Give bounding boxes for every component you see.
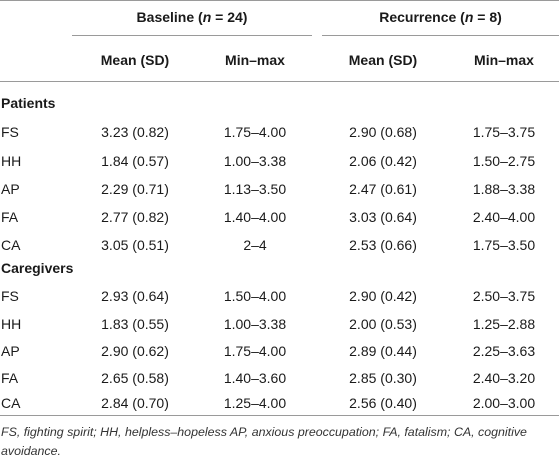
cell-baseline-minmax: 1.00–3.38: [223, 153, 287, 169]
cell-baseline-mean: 2.84 (0.70): [101, 395, 169, 411]
cell-recurrence-mean: 2.85 (0.30): [349, 370, 417, 386]
cell-baseline-minmax: 1.40–3.60: [223, 370, 287, 386]
cell-baseline-mean: 2.65 (0.58): [101, 370, 169, 386]
cell-baseline-mean: 1.83 (0.55): [101, 316, 169, 332]
cell-recurrence-mean: 2.90 (0.42): [349, 288, 417, 304]
subheader-recurrence-mean: Mean (SD): [348, 52, 418, 68]
group-rule-baseline: [72, 35, 312, 36]
group-header-recurrence: Recurrence (n = 8): [379, 9, 502, 25]
cell-recurrence-mean: 2.53 (0.66): [349, 237, 417, 253]
header-bottom-rule: [0, 81, 559, 82]
group-rule-recurrence: [322, 35, 559, 36]
cell-baseline-minmax: 1.25–4.00: [223, 395, 287, 411]
cell-recurrence-minmax: 1.25–2.88: [472, 316, 536, 332]
table-bottom-rule: [0, 415, 559, 416]
cell-baseline-mean: 3.23 (0.82): [101, 124, 169, 140]
cell-baseline-mean: 3.05 (0.51): [101, 237, 169, 253]
cell-baseline-minmax: 1.50–4.00: [223, 288, 287, 304]
section-title-caregivers: Caregivers: [1, 260, 74, 276]
row-label: AP: [1, 343, 20, 359]
group-header-baseline: Baseline (n = 24): [136, 9, 248, 25]
row-label: FS: [1, 288, 19, 304]
cell-baseline-minmax: 2–4: [243, 237, 267, 253]
cell-baseline-minmax: 1.13–3.50: [223, 181, 287, 197]
cell-recurrence-minmax: 2.00–3.00: [472, 395, 536, 411]
table-footnote: FS, fighting spirit; HH, helpless–hopeless AP, anxious preoccupation; FA, fatalism; CA, cognitive avoidance.: [1, 425, 527, 458]
cell-recurrence-mean: 2.90 (0.68): [349, 124, 417, 140]
cell-baseline-mean: 2.77 (0.82): [101, 209, 169, 225]
cell-recurrence-minmax: 2.50–3.75: [472, 288, 536, 304]
cell-recurrence-minmax: 1.75–3.50: [472, 237, 536, 253]
cell-recurrence-mean: 2.47 (0.61): [349, 181, 417, 197]
cell-baseline-minmax: 1.75–4.00: [223, 124, 287, 140]
cell-recurrence-minmax: 2.40–3.20: [472, 370, 536, 386]
subheader-baseline-minmax: Min–max: [225, 52, 285, 68]
cell-recurrence-minmax: 1.88–3.38: [472, 181, 536, 197]
cell-baseline-mean: 2.29 (0.71): [101, 181, 169, 197]
cell-recurrence-minmax: 1.75–3.75: [472, 124, 536, 140]
cell-recurrence-mean: 2.89 (0.44): [349, 343, 417, 359]
cell-baseline-mean: 2.90 (0.62): [101, 343, 169, 359]
row-label: FA: [1, 209, 19, 225]
top-rule: [0, 0, 559, 1]
cell-baseline-minmax: 1.40–4.00: [223, 209, 287, 225]
subheader-baseline-mean: Mean (SD): [100, 52, 170, 68]
row-label: CA: [1, 237, 21, 253]
cell-recurrence-minmax: 1.50–2.75: [472, 153, 536, 169]
row-label: FS: [1, 124, 19, 140]
cell-recurrence-mean: 2.56 (0.40): [349, 395, 417, 411]
subheader-recurrence-minmax: Min–max: [474, 52, 534, 68]
row-label: AP: [1, 181, 20, 197]
cell-baseline-minmax: 1.75–4.00: [223, 343, 287, 359]
row-label: HH: [1, 153, 22, 169]
row-label: FA: [1, 370, 19, 386]
cell-recurrence-minmax: 2.25–3.63: [472, 343, 536, 359]
row-label: HH: [1, 316, 22, 332]
cell-recurrence-mean: 2.00 (0.53): [349, 316, 417, 332]
cell-recurrence-mean: 3.03 (0.64): [349, 209, 417, 225]
cell-recurrence-mean: 2.06 (0.42): [349, 153, 417, 169]
section-title-patients: Patients: [1, 95, 56, 111]
cell-baseline-mean: 2.93 (0.64): [101, 288, 169, 304]
cell-baseline-mean: 1.84 (0.57): [101, 153, 169, 169]
cell-recurrence-minmax: 2.40–4.00: [472, 209, 536, 225]
cell-baseline-minmax: 1.00–3.38: [223, 316, 287, 332]
row-label: CA: [1, 395, 21, 411]
